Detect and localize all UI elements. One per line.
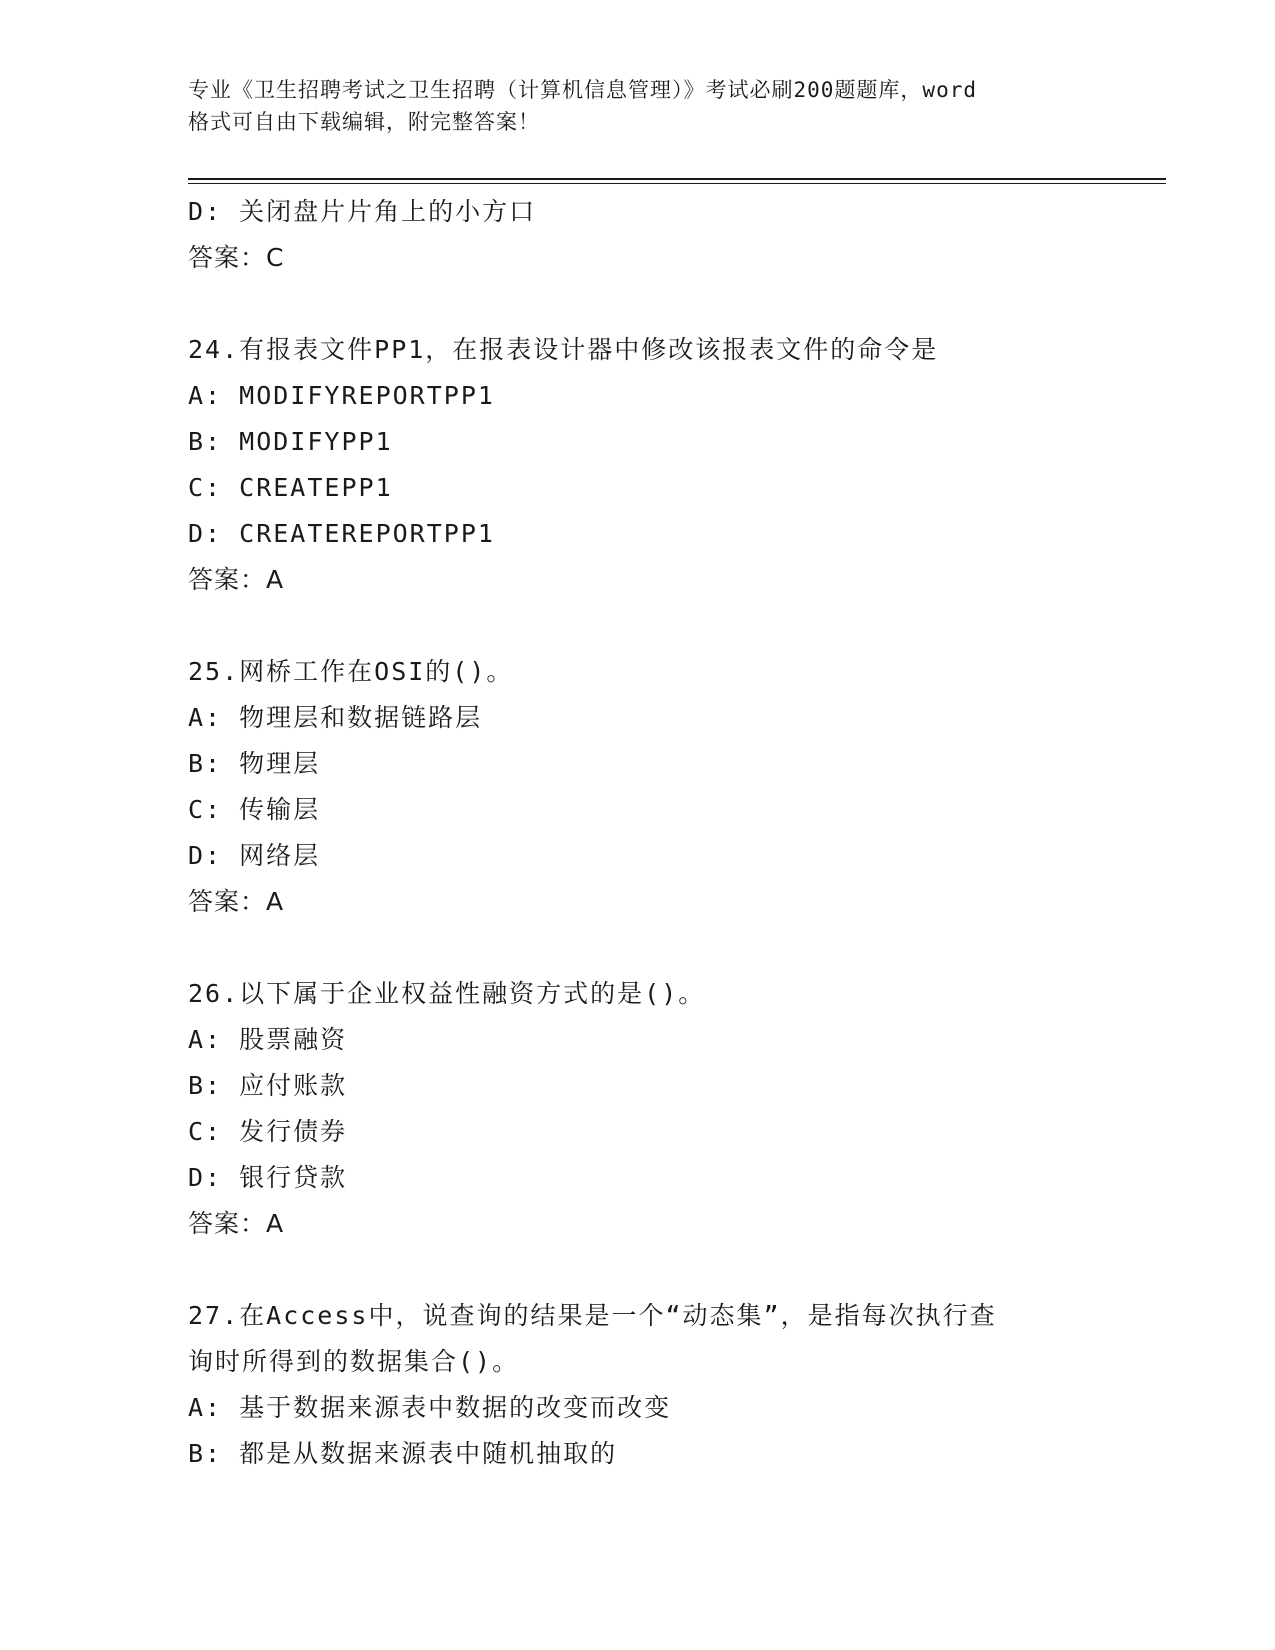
document-header <box>188 74 1088 138</box>
option-b: B: 都是从数据来源表中随机抽取的 <box>188 1439 618 1468</box>
option-d: D: 网络层 <box>188 841 321 870</box>
option-c: C: 发行债券 <box>188 1117 348 1146</box>
header-divider <box>188 178 1166 180</box>
option-d: D: 银行贷款 <box>188 1163 348 1192</box>
header-line-2: 格式可自由下载编辑，附完整答案！ <box>188 110 540 134</box>
question-27 <box>188 1293 1088 1477</box>
option-a: A: 股票融资 <box>188 1025 348 1054</box>
question-title: 24.有报表文件PP1，在报表设计器中修改该报表文件的命令是 <box>188 335 939 364</box>
option-a: A: 物理层和数据链路层 <box>188 703 483 732</box>
question-25 <box>188 649 1088 925</box>
answer: 答案：C <box>188 243 285 272</box>
option-a: A: 基于数据来源表中数据的改变而改变 <box>188 1393 672 1422</box>
question-title: 26.以下属于企业权益性融资方式的是()。 <box>188 979 706 1008</box>
answer: 答案：A <box>188 887 285 916</box>
question-title: 25.网桥工作在OSI的()。 <box>188 657 514 686</box>
question-list <box>188 189 1088 1477</box>
option-c: C: CREATEPP1 <box>188 473 393 502</box>
question-24 <box>188 327 1088 603</box>
answer: 答案：A <box>188 565 285 594</box>
option-b: B: 物理层 <box>188 749 321 778</box>
option-d: D: 关闭盘片片角上的小方口 <box>188 197 537 226</box>
option-b: B: 应付账款 <box>188 1071 348 1100</box>
header-line-1: 专业《卫生招聘考试之卫生招聘（计算机信息管理）》考试必刷200题题库，word <box>188 78 977 102</box>
option-b: B: MODIFYPP1 <box>188 427 393 456</box>
option-a: A: MODIFYREPORTPP1 <box>188 381 495 410</box>
answer: 答案：A <box>188 1209 285 1238</box>
question-title-line-2: 询时所得到的数据集合()。 <box>188 1347 520 1376</box>
question-title-line-1: 27.在Access中，说查询的结果是一个“动态集”，是指每次执行查 <box>188 1301 997 1330</box>
option-d: D: CREATEREPORTPP1 <box>188 519 495 548</box>
question-26 <box>188 971 1088 1247</box>
option-c: C: 传输层 <box>188 795 321 824</box>
previous-question-tail <box>188 189 1088 281</box>
